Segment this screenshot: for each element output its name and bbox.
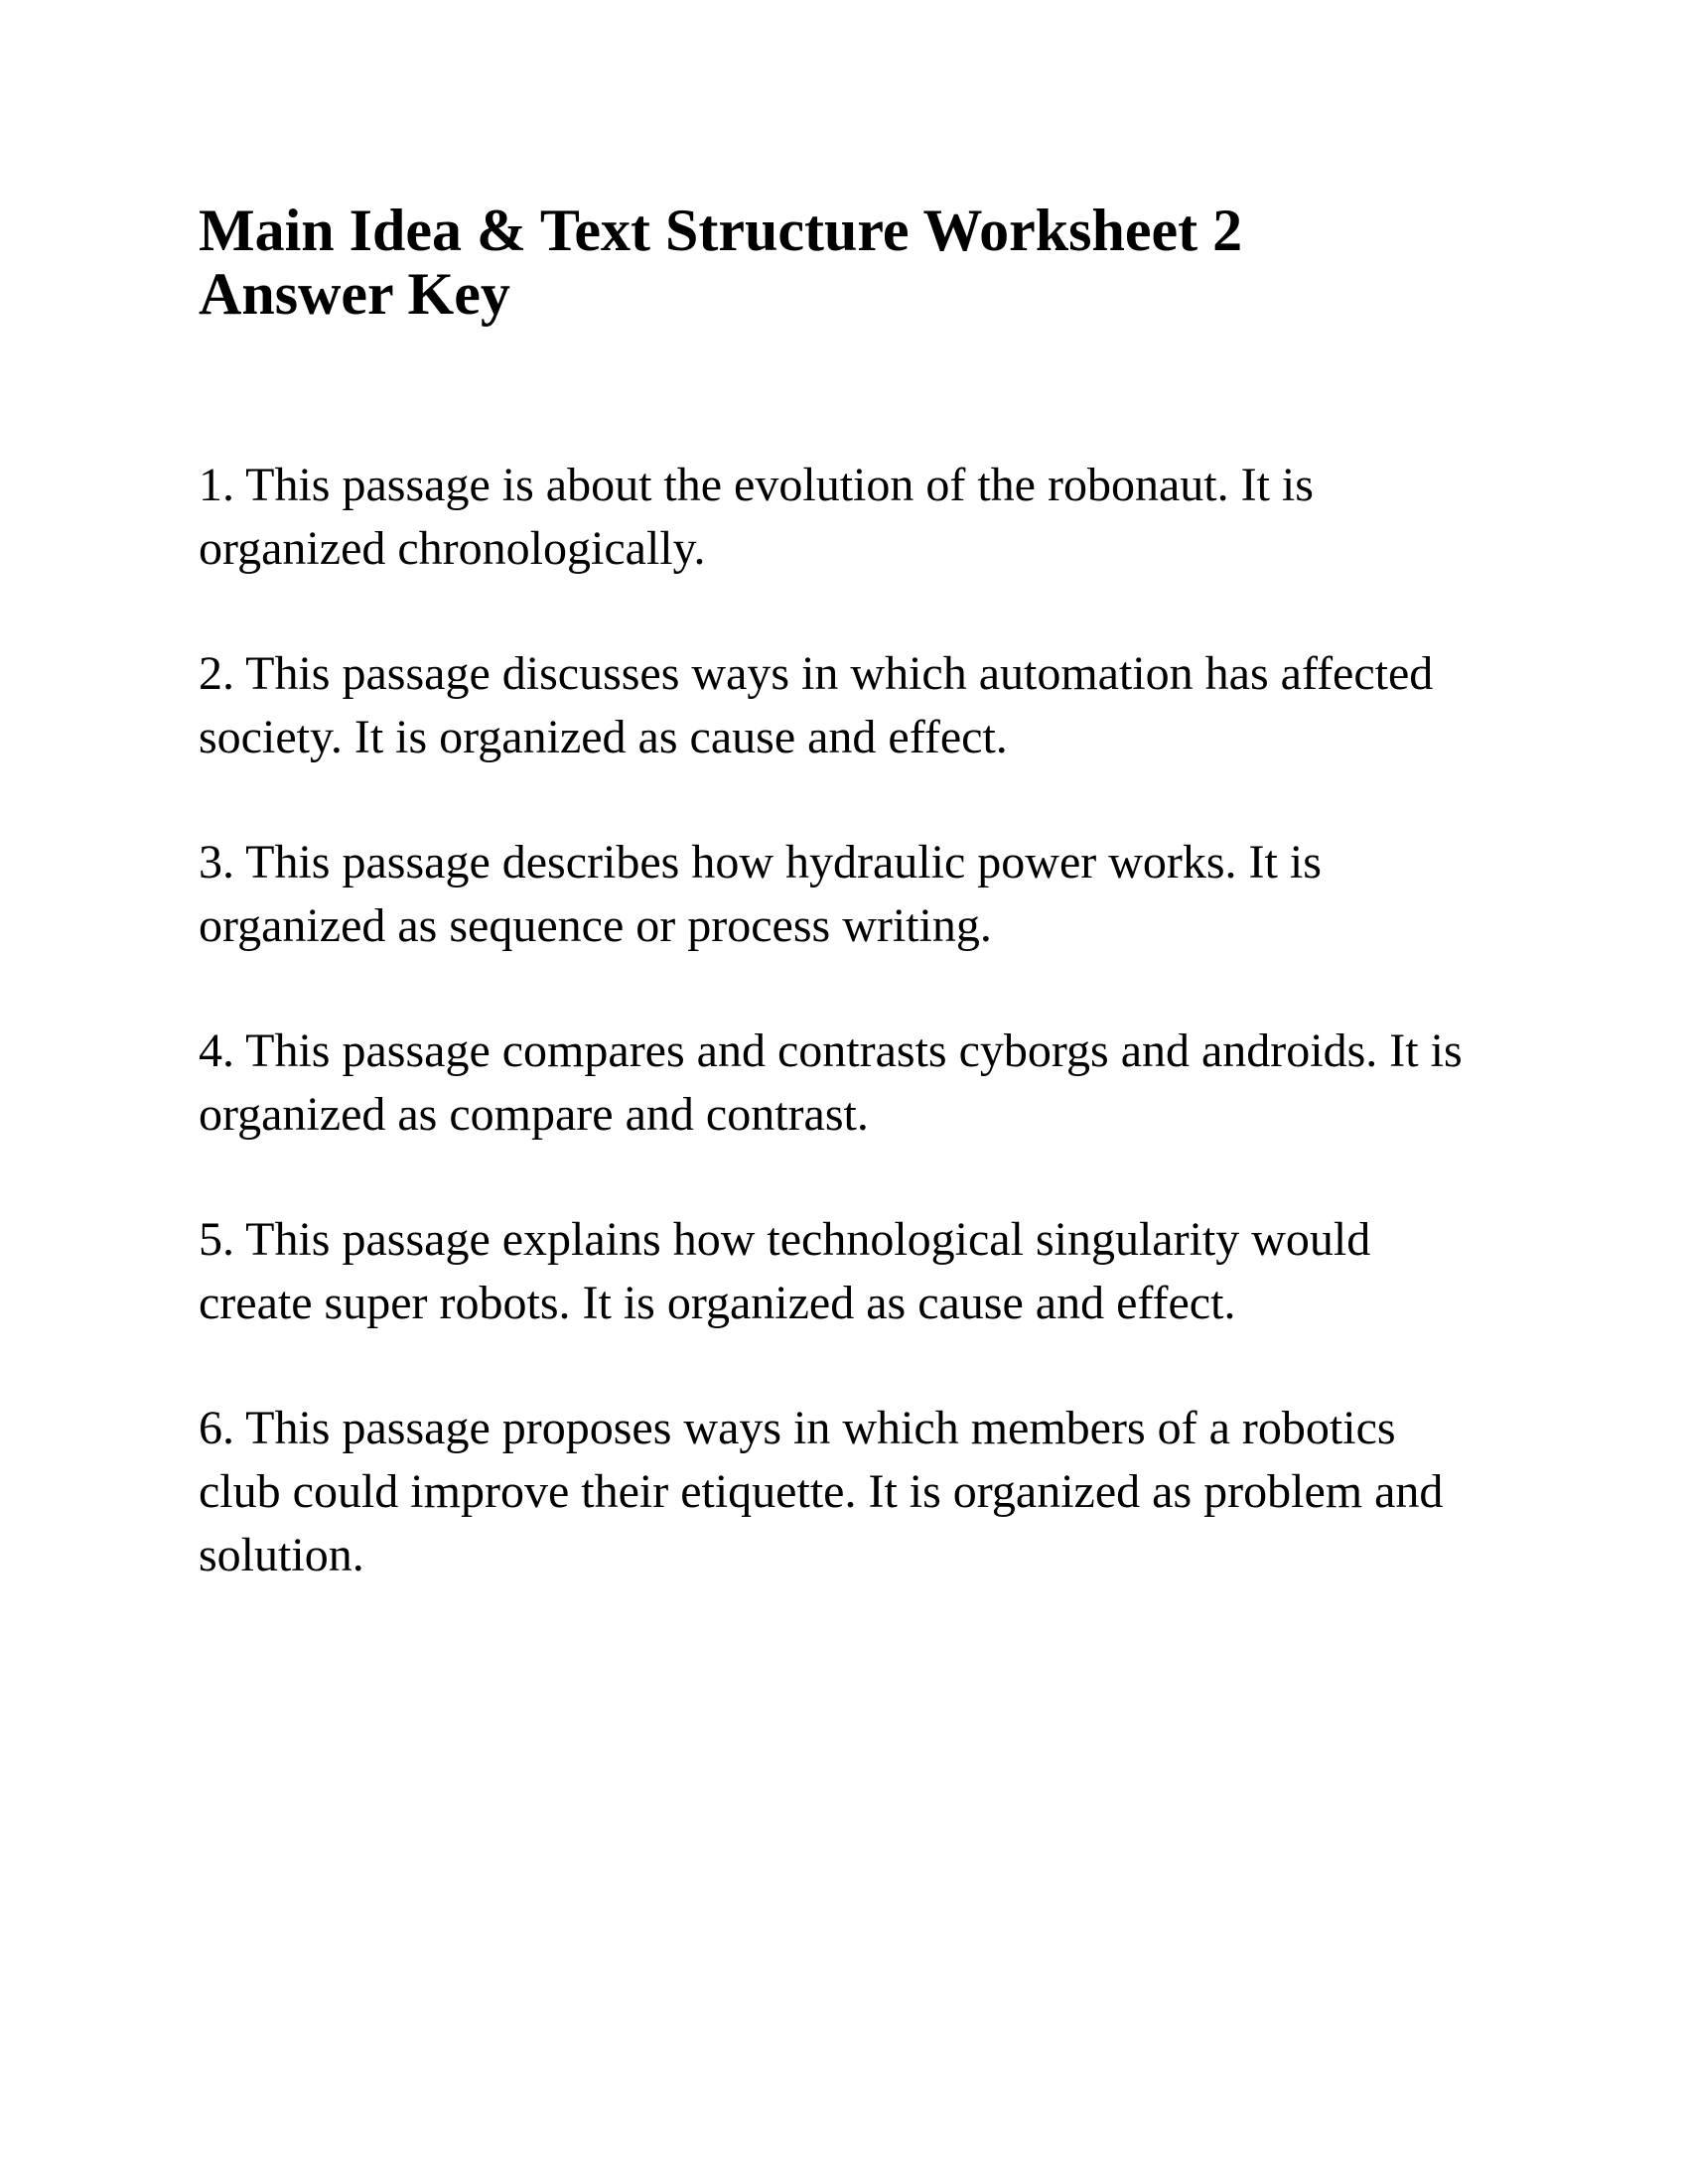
page-title <box>199 199 1489 326</box>
answer-number: 5. <box>199 1213 234 1266</box>
answer-number: 6. <box>199 1402 234 1454</box>
answer-item-4 <box>199 1020 1489 1147</box>
answer-number: 1. <box>199 459 234 511</box>
answer-text: This passage is about the evolution of the robonaut. It is organized chronologically. <box>199 459 1314 575</box>
answer-list <box>199 454 1489 1587</box>
answer-item-2 <box>199 642 1489 769</box>
answer-item-1 <box>199 454 1489 581</box>
worksheet-page <box>199 199 1489 1649</box>
answer-text: This passage proposes ways in which members of a robotics club could improve their etiquette. It is organized as problem and solution. <box>199 1402 1444 1581</box>
answer-number: 4. <box>199 1024 234 1077</box>
answer-item-3 <box>199 831 1489 958</box>
answer-text: This passage describes how hydraulic power works. It is organized as sequence or process writing. <box>199 836 1322 952</box>
answer-text: This passage compares and contrasts cyborgs and androids. It is organized as compare and contrast. <box>199 1024 1463 1141</box>
answer-number: 2. <box>199 647 234 700</box>
answer-item-5 <box>199 1208 1489 1335</box>
answer-text: This passage discusses ways in which automation has affected society. It is organized as cause and effect. <box>199 647 1434 763</box>
answer-text: This passage explains how technological singularity would create super robots. It is organized as cause and effect. <box>199 1213 1371 1329</box>
answer-item-6 <box>199 1397 1489 1587</box>
answer-number: 3. <box>199 836 234 888</box>
title-line-2: Answer Key <box>199 261 510 327</box>
title-line-1: Main Idea & Text Structure Worksheet 2 <box>199 198 1243 263</box>
